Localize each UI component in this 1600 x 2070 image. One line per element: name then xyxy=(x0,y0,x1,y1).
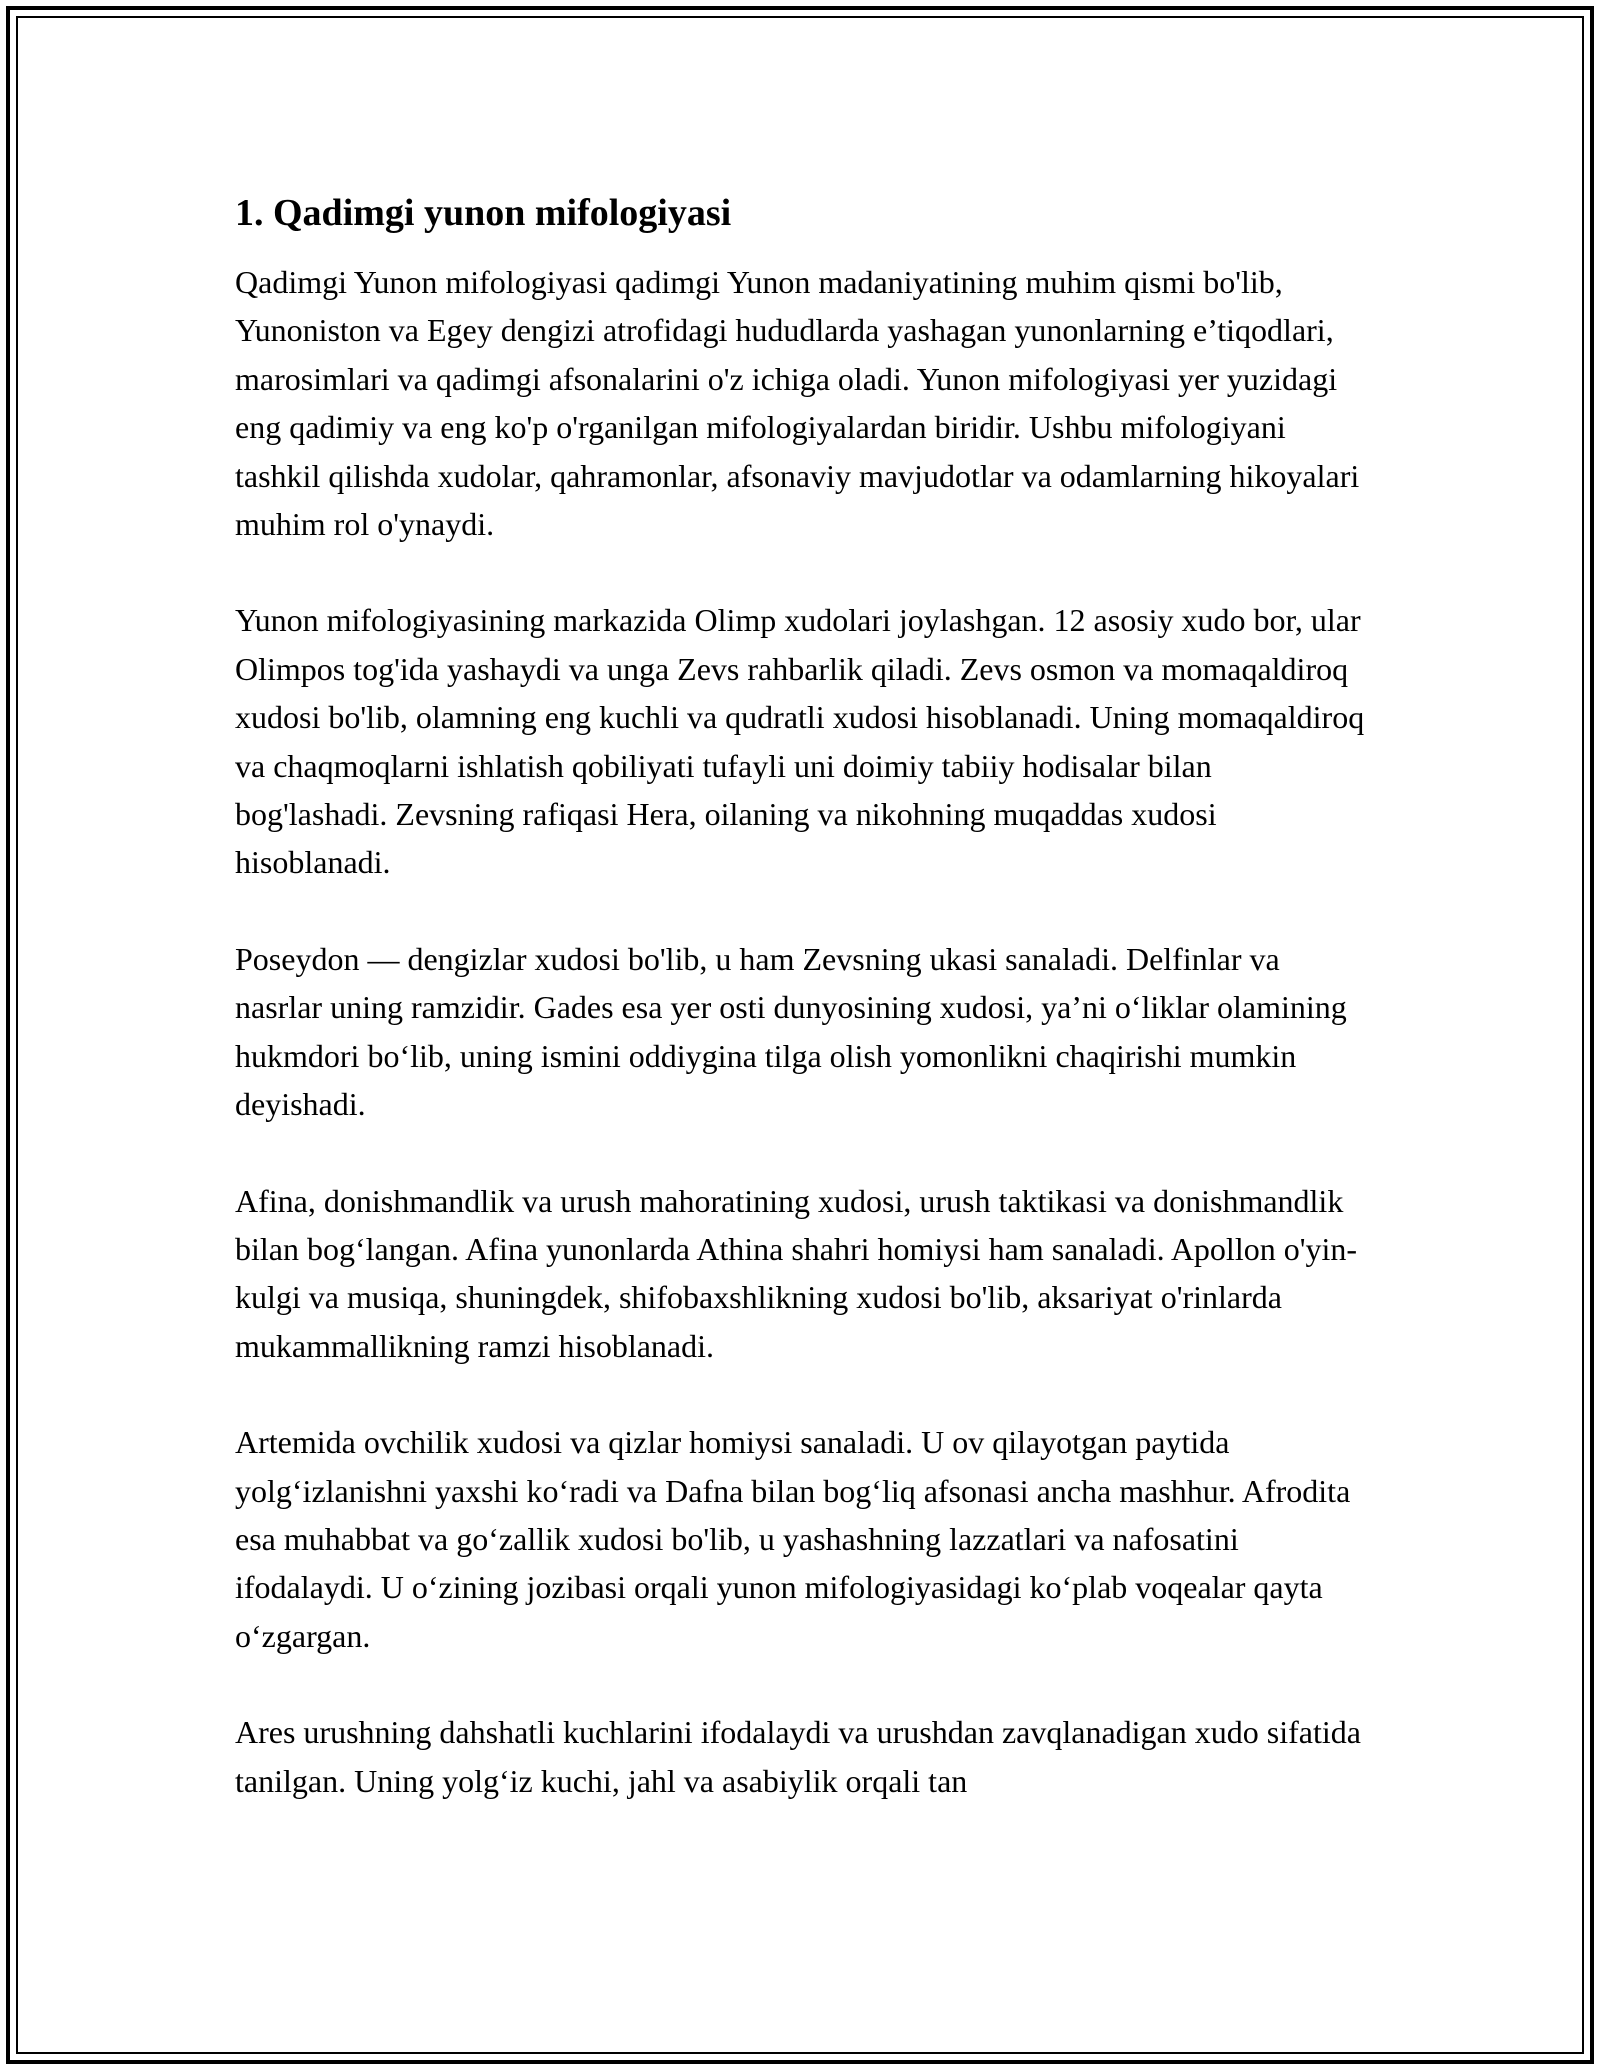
paragraph-intro: Qadimgi Yunon mifologiyasi qadimgi Yunon madaniyatining muhim qismi bo'lib, Yunoniston va Egey dengizi atrofidagi hududlarda yashagan yunonlarning e’tiqodlari, marosimlari va qadimgi afsonalarini o'z ichiga oladi. Yunon mifologiyasi yer yuzidagi eng qadimiy va eng ko'p o'rganilgan mifologiyalardan biridir. Ushbu mifologiyani tashkil qilishda xudolar, qahramonlar, afsonaviy mavjudotlar va odamlarning hikoyalari muhim rol o'ynaydi. xyxy=(235,264,1360,543)
document-body xyxy=(235,186,1370,1853)
paragraph-artemis-aphrodite: Artemida ovchilik xudosi va qizlar homiysi sanaladi. U ov qilayotgan paytida yolg‘izlanishni yaxshi ko‘radi va Dafna bilan bog‘liq afsonasi ancha mashhur. Afrodita esa muhabbat va go‘zallik xudosi bo'lib, u yashashning lazzatlari va nafosatini ifodalaydi. U o‘zining jozibasi orqali yunon mifologiyasidagi ko‘plab voqealar qayta o‘zgargan. xyxy=(235,1424,1351,1654)
paragraph-olympian-gods: Yunon mifologiyasining markazida Olimp xudolari joylashgan. 12 asosiy xudo bor, ular Olimpos tog'ida yashaydi va unga Zevs rahbarlik qiladi. Zevs osmon va momaqaldiroq xudosi bo'lib, olamning eng kuchli va qudratli xudosi hisoblanadi. Uning momaqaldiroq va chaqmoqlarni ishlatish qobiliyati tufayli uni doimiy tabiiy hodisalar bilan bog'lashadi. Zevsning rafiqasi Hera, oilaning va nikohning muqaddas xudosi hisoblanadi. xyxy=(235,602,1365,881)
section-heading: 1. Qadimgi yunon mifologiyasi xyxy=(235,192,732,234)
paragraph-poseidon-hades: Poseydon — dengizlar xudosi bo'lib, u ham Zevsning ukasi sanaladi. Delfinlar va nasrlar uning ramzidir. Gades esa yer osti dunyosining xudosi, ya’ni o‘liklar olamining hukmdori bo‘lib, uning ismini oddiygina tilga olish yomonlikni chaqirishi mumkin deyishadi. xyxy=(235,940,1347,1123)
paragraph-athena-apollo: Afina, donishmandlik va urush mahoratining xudosi, urush taktikasi va donishmandlik bilan bog‘langan. Afina yunonlarda Athina shahri homiysi ham sanaladi. Apollon o'yin-kulgi va musiqa, shuningdek, shifobaxshlikning xudosi bo'lib, aksariyat o'rinlarda mukammallikning ramzi hisoblanadi. xyxy=(235,1182,1358,1364)
paragraph-ares: Ares urushning dahshatli kuchlarini ifodalaydi va urushdan zavqlanadigan xudo sifatida tanilgan. Uning yolg‘iz kuchi, jahl va asabiylik orqali tan xyxy=(235,1714,1361,1799)
